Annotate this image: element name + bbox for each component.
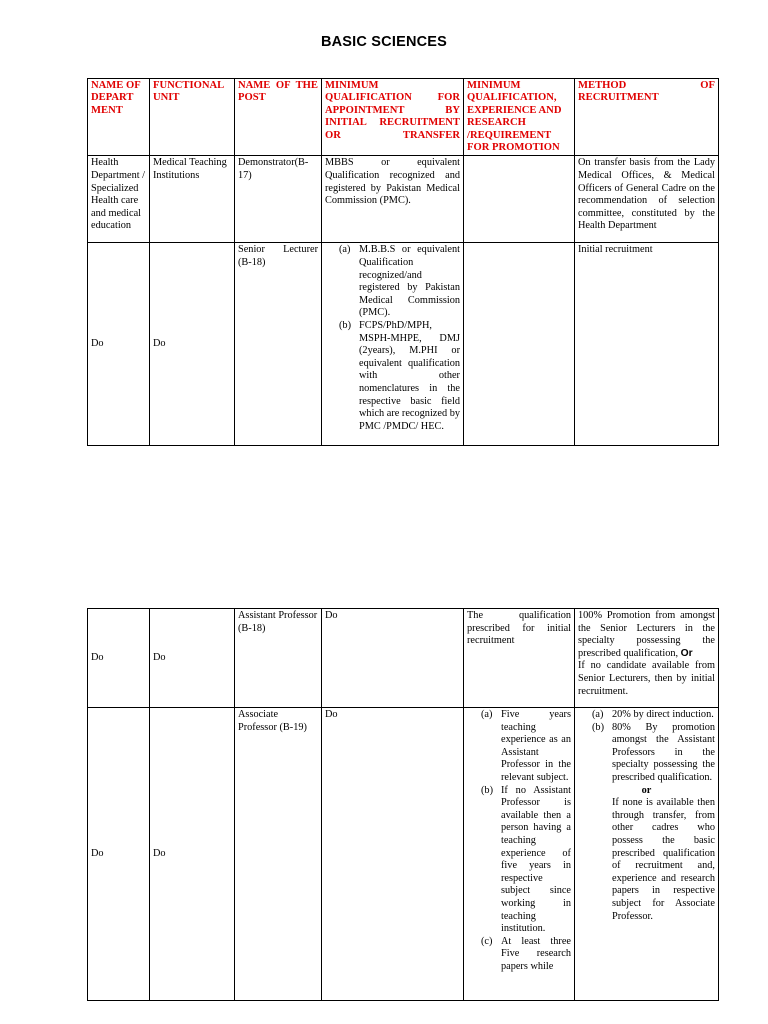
or-keyword: or [641, 784, 652, 796]
list-item: (c) At least three Five research papers while [481, 935, 571, 972]
table-header-row [88, 79, 719, 156]
method-note: If none is available then through transfer, from other cadres who possess the basic prescribed qualification of recruitment and, experience and research papers in respective subject for Associate Professor. [612, 797, 715, 922]
promotion-cell [464, 156, 575, 243]
header-functional-unit: FUNCTIONAL UNIT [150, 79, 235, 156]
unit-cell: Medical Teaching Institutions [150, 156, 235, 243]
initial-qualification-cell: Do [322, 708, 464, 1001]
list-item: (a) Five years teaching experience as an Assistant Professor in the relevant subject. [481, 709, 571, 783]
unit-cell: Do [150, 243, 235, 446]
or-keyword: Or [680, 647, 693, 659]
header-department: NAME OF DEPART MENT [88, 79, 150, 156]
method-cell: 100% Promotion from amongst the Senior Lecturers in the specialty possessing the prescribed qualification, Or If no candidate available from Senior Lecturers, then by initial recruitment. [575, 609, 719, 708]
table-row [88, 609, 719, 708]
department-cell: Do [88, 609, 150, 708]
initial-qualification-cell: Do [322, 609, 464, 708]
unit-cell: Do [150, 708, 235, 1001]
table-row [88, 243, 719, 446]
list-item: (b) If no Assistant Professor is available then a person having a teaching experience of five years in respective subject since working in teaching institution. [481, 784, 571, 935]
header-initial-qualification: MINIMUM QUALIFICATION FOR APPOINTMENT BY INITIAL RECRUITMENT OR TRANSFER [322, 79, 464, 156]
method-cell [575, 708, 719, 1001]
promotion-cell [464, 243, 575, 446]
list-item: (a) 20% by direct induction. [592, 709, 714, 720]
method-cell: On transfer basis from the Lady Medical Offices, & Medical Officers of General Cadre on the recommendation of selection committee, constituted by the Health Department [575, 156, 719, 243]
list-item: (b) 80% By promotion amongst the Assistant Professors in the specialty possessing the prescribed qualification. [592, 721, 715, 783]
post-cell: Assistant Professor (B-18) [235, 609, 322, 708]
page-title: BASIC SCIENCES [320, 34, 448, 50]
initial-qualification-cell: MBBS or equivalent Qualification recognized and registered by Pakistan Medical Commission (PMC). [322, 156, 464, 243]
promotion-cell: The qualification prescribed for initial recruitment [464, 609, 575, 708]
table-row [88, 156, 719, 243]
header-post: NAME OF THE POST [235, 79, 322, 156]
unit-cell: Do [150, 609, 235, 708]
department-cell: Health Department / Specialized Health care and medical education [88, 156, 150, 243]
list-item: (b) FCPS/PhD/MPH, MSPH-MHPE, DMJ (2years), M.PHI or equivalent qualification with other nomenclatures in the respective basic field which are recognized by PMC /PMDC/ HEC. [339, 320, 460, 432]
recruitment-table-lower [87, 608, 719, 1001]
header-promotion-requirement: MINIMUM QUALIFICATION, EXPERIENCE AND RESEARCH /REQUIREMENT FOR PROMOTION [464, 79, 575, 156]
initial-qualification-cell [322, 243, 464, 446]
promotion-cell [464, 708, 575, 1001]
department-cell: Do [88, 243, 150, 446]
post-cell: Associate Professor (B-19) [235, 708, 322, 1001]
list-item: (a) M.B.B.S or equivalent Qualification recognized/and registered by Pakistan Medical Commission (PMC). [339, 244, 460, 319]
header-method: METHOD OF RECRUITMENT [575, 79, 719, 156]
post-cell: Senior Lecturer (B-18) [235, 243, 322, 446]
recruitment-table-upper [87, 78, 719, 446]
department-cell: Do [88, 708, 150, 1001]
post-cell: Demonstrator(B-17) [235, 156, 322, 243]
method-cell: Initial recruitment [575, 243, 719, 446]
table-row [88, 708, 719, 1001]
